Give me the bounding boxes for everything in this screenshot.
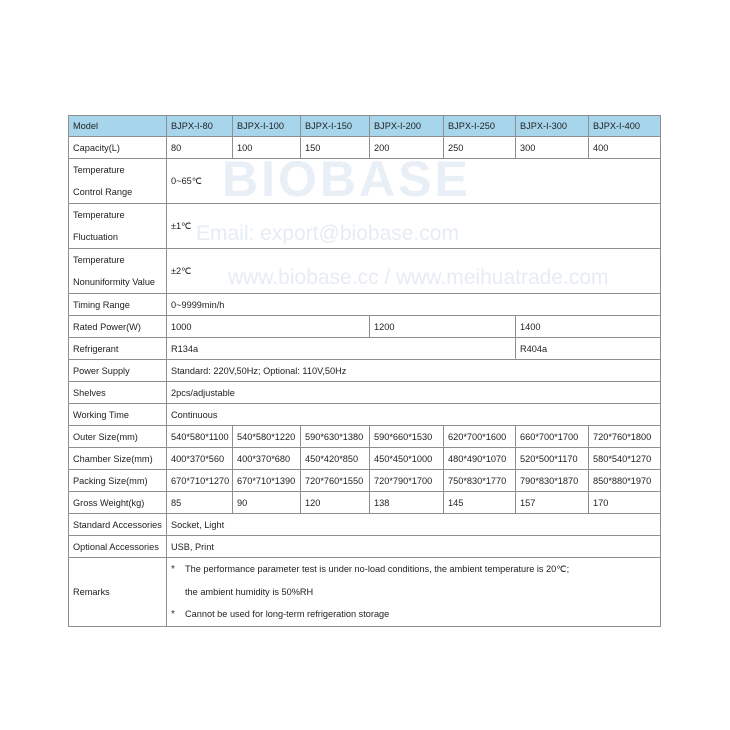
row-label-line: Temperature — [73, 210, 125, 220]
shelves-value: 2pcs/adjustable — [167, 382, 661, 404]
packing-size-value: 720*760*1550 — [301, 470, 370, 492]
remark-text: The performance parameter test is under no-load conditions, the ambient temperature is 20℃; — [185, 564, 570, 574]
gross-weight-value: 85 — [167, 492, 233, 514]
packing-size-value: 720*790*1700 — [370, 470, 444, 492]
optional-accessories-value: USB, Print — [167, 536, 661, 558]
outer-size-row — [69, 426, 661, 448]
row-label: Optional Accessories — [69, 536, 167, 558]
rated-power-value: 1200 — [370, 316, 516, 338]
model-name: BJPX-I-100 — [233, 116, 301, 137]
chamber-size-value: 580*540*1270 — [589, 448, 661, 470]
row-label: Packing Size(mm) — [69, 470, 167, 492]
packing-size-value: 670*710*1390 — [233, 470, 301, 492]
capacity-value: 150 — [301, 137, 370, 159]
rated-power-value: 1400 — [516, 316, 661, 338]
remark-note — [171, 558, 660, 581]
gross-weight-row — [69, 492, 661, 514]
working-time-row — [69, 404, 661, 426]
row-label: Gross Weight(kg) — [69, 492, 167, 514]
watermark-brand: BIOBASE — [222, 151, 471, 207]
outer-size-value: 620*700*1600 — [444, 426, 516, 448]
temp-fluctuation-value: ±1℃ — [167, 204, 661, 249]
watermark-website: www.biobase.cc / www.meihuatrade.com — [228, 266, 609, 289]
model-name: BJPX-I-250 — [444, 116, 516, 137]
row-label: Outer Size(mm) — [69, 426, 167, 448]
outer-size-value: 540*580*1220 — [233, 426, 301, 448]
chamber-size-row — [69, 448, 661, 470]
watermark-email: Email: export@biobase.com — [196, 222, 459, 245]
asterisk-icon: * — [171, 564, 175, 575]
remark-text: Cannot be used for long-term refrigeration storage — [185, 609, 390, 619]
temp-control-value: 0~65℃ — [167, 159, 661, 204]
row-label: Rated Power(W) — [69, 316, 167, 338]
row-label — [69, 204, 167, 249]
power-supply-value: Standard: 220V,50Hz; Optional: 110V,50Hz — [167, 360, 661, 382]
standard-accessories-value: Socket, Light — [167, 514, 661, 536]
outer-size-value: 540*580*1100 — [167, 426, 233, 448]
packing-size-row — [69, 470, 661, 492]
gross-weight-value: 170 — [589, 492, 661, 514]
timing-range-value: 0~9999min/h — [167, 294, 661, 316]
row-label: Shelves — [69, 382, 167, 404]
row-label: Refrigerant — [69, 338, 167, 360]
gross-weight-value: 157 — [516, 492, 589, 514]
specification-table — [68, 115, 661, 627]
remarks-row — [69, 558, 661, 627]
optional-accessories-row — [69, 536, 661, 558]
outer-size-value: 590*660*1530 — [370, 426, 444, 448]
temp-control-row — [69, 159, 661, 204]
refrigerant-value: R404a — [516, 338, 661, 360]
temp-nonuniformity-value: ±2℃ — [167, 249, 661, 294]
chamber-size-value: 520*500*1170 — [516, 448, 589, 470]
model-label: Model — [69, 116, 167, 137]
timing-range-row — [69, 294, 661, 316]
outer-size-value: 720*760*1800 — [589, 426, 661, 448]
capacity-value: 100 — [233, 137, 301, 159]
model-name: BJPX-I-150 — [301, 116, 370, 137]
model-name: BJPX-I-300 — [516, 116, 589, 137]
refrigerant-value: R134a — [167, 338, 516, 360]
remarks-value — [167, 558, 661, 627]
row-label-line: Nonuniformity Value — [73, 277, 156, 287]
row-label-line: Fluctuation — [73, 232, 118, 242]
row-label-line: Control Range — [73, 187, 133, 197]
temp-fluctuation-row — [69, 204, 661, 249]
capacity-value: 300 — [516, 137, 589, 159]
rated-power-value: 1000 — [167, 316, 370, 338]
row-label: Remarks — [69, 558, 167, 627]
capacity-value: 80 — [167, 137, 233, 159]
refrigerant-row — [69, 338, 661, 360]
packing-size-value: 790*830*1870 — [516, 470, 589, 492]
capacity-row — [69, 137, 661, 159]
packing-size-value: 750*830*1770 — [444, 470, 516, 492]
capacity-value: 400 — [589, 137, 661, 159]
model-name: BJPX-I-400 — [589, 116, 661, 137]
gross-weight-value: 145 — [444, 492, 516, 514]
capacity-value: 250 — [444, 137, 516, 159]
rated-power-row — [69, 316, 661, 338]
row-label-line: Temperature — [73, 165, 125, 175]
packing-size-value: 670*710*1270 — [167, 470, 233, 492]
chamber-size-value: 400*370*680 — [233, 448, 301, 470]
power-supply-row — [69, 360, 661, 382]
table-header-row — [69, 116, 661, 137]
asterisk-icon: * — [171, 609, 175, 620]
model-name: BJPX-I-80 — [167, 116, 233, 137]
row-label: Power Supply — [69, 360, 167, 382]
temp-nonuniformity-row — [69, 249, 661, 294]
shelves-row — [69, 382, 661, 404]
row-label: Chamber Size(mm) — [69, 448, 167, 470]
capacity-value: 200 — [370, 137, 444, 159]
working-time-value: Continuous — [167, 404, 661, 426]
chamber-size-value: 480*490*1070 — [444, 448, 516, 470]
outer-size-value: 590*630*1380 — [301, 426, 370, 448]
remark-note — [171, 603, 660, 626]
row-label-line: Temperature — [73, 255, 125, 265]
gross-weight-value: 90 — [233, 492, 301, 514]
remark-text: the ambient humidity is 50%RH — [185, 587, 314, 597]
row-label: Capacity(L) — [69, 137, 167, 159]
model-name: BJPX-I-200 — [370, 116, 444, 137]
chamber-size-value: 450*420*850 — [301, 448, 370, 470]
row-label: Standard Accessories — [69, 514, 167, 536]
row-label — [69, 249, 167, 294]
row-label: Timing Range — [69, 294, 167, 316]
chamber-size-value: 450*450*1000 — [370, 448, 444, 470]
chamber-size-value: 400*370*560 — [167, 448, 233, 470]
row-label — [69, 159, 167, 204]
standard-accessories-row — [69, 514, 661, 536]
outer-size-value: 660*700*1700 — [516, 426, 589, 448]
row-label: Working Time — [69, 404, 167, 426]
remark-note — [171, 581, 660, 603]
packing-size-value: 850*880*1970 — [589, 470, 661, 492]
gross-weight-value: 120 — [301, 492, 370, 514]
gross-weight-value: 138 — [370, 492, 444, 514]
